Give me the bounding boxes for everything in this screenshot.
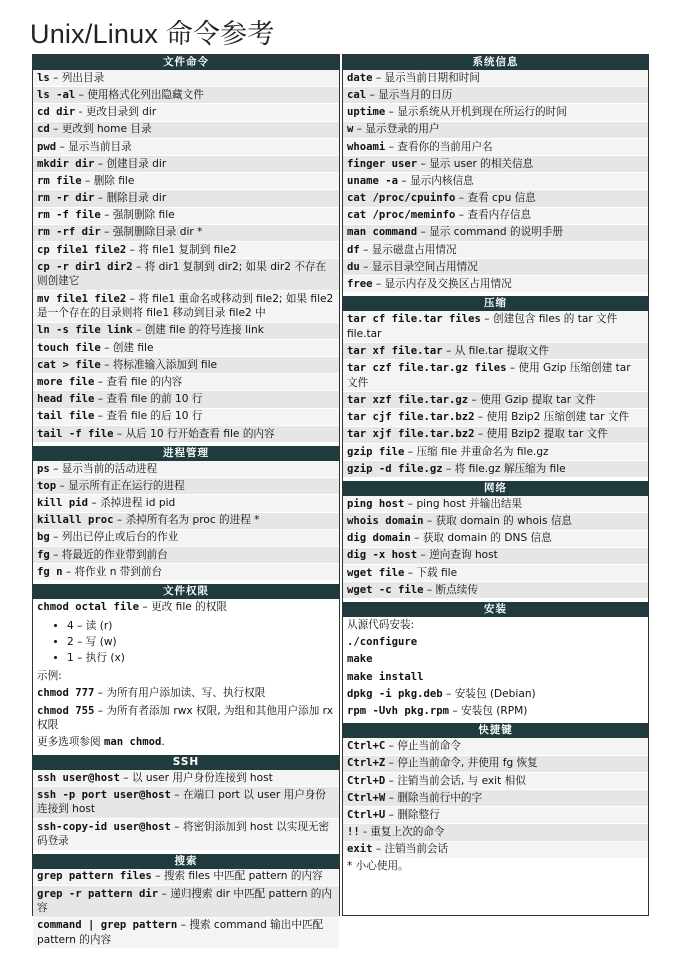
command-row [343, 242, 648, 259]
command-text: whoami [347, 140, 386, 153]
command-desc: - 重复上次的命令 [359, 826, 445, 839]
command-desc: – 删除当前行中的字 [385, 791, 483, 804]
command-text: dpkg -i pkg.deb [347, 687, 443, 700]
command-text: fg n [37, 565, 63, 578]
command-desc: – 更改 file 的权限 [139, 601, 227, 614]
command-text: df [347, 243, 360, 256]
command-row [343, 173, 648, 190]
command-text: command | grep pattern [37, 919, 178, 932]
command-desc: – 显示当前的活动进程 [49, 462, 158, 475]
command-row [343, 669, 648, 686]
command-row [33, 391, 339, 408]
more-suffix: . [161, 736, 165, 749]
command-text: ls -al [37, 88, 76, 101]
command-desc: – 删除 file [81, 174, 135, 187]
command-row [33, 547, 339, 564]
command-text: ssh-copy-id user@host [37, 820, 171, 833]
command-row [343, 842, 648, 859]
command-desc: – 将最近的作业带到前台 [49, 548, 168, 561]
command-desc: – 下载 file [404, 566, 458, 579]
command-row [33, 409, 339, 426]
section-header: 安装 [343, 602, 648, 617]
command-text: cat > file [37, 358, 101, 371]
command-text: make install [347, 670, 424, 683]
command-text: chmod 777 [37, 687, 95, 700]
command-desc: – 查看 file 的前 10 行 [94, 393, 203, 406]
command-row [33, 374, 339, 391]
permission-item: • 2 – 写 (w) [67, 634, 339, 650]
command-row [33, 291, 339, 323]
command-text: uname -a [347, 174, 399, 187]
command-desc: – 显示当月的日历 [366, 88, 453, 101]
command-desc: – 删除目录 dir [94, 192, 167, 205]
command-desc: – 强制删除 file [100, 209, 175, 222]
section-header: 进程管理 [33, 446, 339, 461]
command-text: man chmod [103, 736, 162, 749]
command-desc: – 将 file1 重命名或移动到 file2; 如果 file2 是一个存在的目录则将 file1 移动到目录 file2 中 [37, 292, 334, 320]
command-row [33, 70, 339, 87]
command-text: cp -r dir1 dir2 [37, 260, 133, 273]
command-desc: – 强制删除目录 dir * [100, 226, 203, 239]
command-desc: – 显示目录空间占用情况 [359, 260, 478, 273]
command-row [343, 104, 648, 121]
command-row [343, 565, 648, 582]
command-row [33, 340, 339, 357]
command-row [33, 259, 339, 291]
command-text: chmod 755 [37, 704, 95, 717]
command-text: Ctrl+C [347, 740, 386, 753]
command-text: ssh -p port user@host [37, 788, 171, 801]
command-text: tar czf file.tar.gz files [347, 362, 507, 375]
right-column [342, 54, 649, 916]
command-desc: – 查看 file 的内容 [94, 375, 183, 388]
command-desc: - 更改目录到 dir [75, 106, 157, 119]
command-desc: – 显示内核信息 [398, 174, 474, 187]
command-row [33, 886, 339, 918]
command-text: cat /proc/cpuinfo [347, 192, 456, 205]
command-desc: – 更改到 home 目录 [49, 123, 152, 136]
command-list [343, 311, 648, 478]
command-desc: – 显示所有正在运行的进程 [56, 479, 185, 492]
command-row [343, 87, 648, 104]
command-row [33, 819, 339, 851]
section-system-info [343, 55, 648, 293]
command-text: fg [37, 548, 50, 561]
command-row [33, 173, 339, 190]
command-row [343, 824, 648, 841]
permission-list [33, 618, 339, 666]
command-row [33, 225, 339, 242]
command-text: uptime [347, 106, 386, 119]
command-desc: – 使用格式化列出隐藏文件 [75, 88, 204, 101]
command-text: tar xf file.tar [347, 345, 443, 358]
command-row [343, 190, 648, 207]
command-row [33, 599, 339, 616]
command-desc: – 递归搜索 dir 中匹配 pattern 的内容 [37, 887, 332, 915]
command-list [343, 738, 648, 858]
command-desc: – 创建目录 dir [94, 157, 167, 170]
section-file-permissions [33, 584, 339, 752]
section-process-management [33, 446, 339, 581]
section-header: 文件命令 [33, 55, 339, 70]
command-row [343, 686, 648, 703]
command-desc: – 创建 file 的符号连接 link [132, 324, 264, 337]
command-desc: – 将密钥添加到 host 以实现无密码登录 [37, 820, 330, 848]
command-row [343, 652, 648, 669]
command-row [33, 564, 339, 581]
command-row [343, 582, 648, 599]
command-text: kill pid [37, 497, 89, 510]
command-text: more file [37, 375, 95, 388]
command-text: cp file1 file2 [37, 243, 127, 256]
command-row [343, 634, 648, 651]
command-text: ssh user@host [37, 771, 120, 784]
command-row [33, 703, 339, 735]
command-desc: – 显示当前目录 [56, 140, 132, 153]
command-desc: – 将 file.gz 解压缩为 file [442, 462, 566, 475]
command-row [343, 444, 648, 461]
command-desc: – 查看 file 的后 10 行 [94, 410, 203, 423]
command-list [33, 770, 339, 851]
command-row [33, 495, 339, 512]
command-text: tail -f file [37, 427, 114, 440]
section-header: 文件权限 [33, 584, 339, 599]
command-desc: – 为所有用户添加读、写、执行权限 [94, 687, 266, 700]
command-text: w [347, 123, 354, 136]
command-desc: – 显示 command 的说明手册 [417, 226, 563, 239]
section-network [343, 481, 648, 599]
command-text: pwd [37, 140, 57, 153]
command-text: rpm -Uvh pkg.rpm [347, 704, 450, 717]
command-desc: – 创建 file [100, 341, 154, 354]
command-row [343, 208, 648, 225]
command-row [343, 343, 648, 360]
command-row [33, 478, 339, 495]
command-desc: – 从 file.tar 提取文件 [442, 345, 549, 358]
command-desc: – 查看你的当前用户名 [385, 140, 493, 153]
more-prefix: 更多选项参阅 [37, 736, 104, 749]
permission-item: • 4 – 读 (r) [67, 618, 339, 634]
command-list [343, 70, 648, 293]
command-row [343, 409, 648, 426]
command-row [343, 122, 648, 139]
command-text: wget file [347, 566, 405, 579]
command-text: tar cjf file.tar.bz2 [347, 411, 475, 424]
command-desc: – 搜索 command 输出中匹配 pattern 的内容 [37, 919, 324, 946]
command-desc: – 将标准输入添加到 file [100, 358, 218, 371]
command-row [343, 225, 648, 242]
command-list [33, 461, 339, 581]
command-row [33, 122, 339, 139]
command-row [33, 530, 339, 547]
command-desc: – 显示 user 的相关信息 [417, 157, 534, 170]
command-text: cd dir [37, 106, 76, 119]
command-desc: – 断点续传 [423, 583, 478, 596]
command-row [343, 360, 648, 392]
page-title: Unix/Linux 命令参考 [30, 19, 275, 49]
section-compression [343, 296, 648, 478]
command-desc: – 使用 Bzip2 提取 tar 文件 [474, 428, 608, 441]
section-header: SSH [33, 755, 339, 770]
left-column [32, 54, 340, 946]
command-text: ln -s file link [37, 324, 133, 337]
command-row [343, 427, 648, 444]
command-text: Ctrl+W [347, 791, 386, 804]
command-row [33, 686, 339, 703]
command-row [33, 104, 339, 121]
command-text: dig domain [347, 532, 411, 545]
command-desc: – ping host 并输出结果 [404, 497, 523, 510]
command-text: tar xzf file.tar.gz [347, 393, 469, 406]
command-desc: – 使用 Gzip 压缩创建 tar 文件 [347, 362, 631, 389]
command-row [33, 513, 339, 530]
command-row [33, 426, 339, 443]
section-header: 系统信息 [343, 55, 648, 70]
command-row [343, 738, 648, 755]
section-ssh [33, 755, 339, 851]
command-text: rm file [37, 174, 82, 187]
command-row [33, 190, 339, 207]
command-text: mv file1 file2 [37, 292, 127, 305]
command-row [33, 787, 339, 819]
command-desc: – 列出已停止或后台的作业 [49, 531, 179, 544]
command-row [33, 869, 339, 886]
section-header: 网络 [343, 481, 648, 496]
command-text: chmod octal file [37, 601, 140, 614]
command-row [343, 311, 648, 343]
command-row [343, 513, 648, 530]
command-text: cal [347, 88, 367, 101]
command-desc: – 删除整行 [385, 808, 440, 821]
command-text: make [347, 653, 373, 666]
command-row [343, 156, 648, 173]
command-row [33, 208, 339, 225]
permission-item: • 1 – 执行 (x) [67, 650, 339, 666]
command-text: ps [37, 462, 50, 475]
command-text: man command [347, 226, 418, 239]
command-text: killall proc [37, 514, 114, 527]
command-text: rm -rf dir [37, 226, 101, 239]
command-desc: – 注销当前会话, 与 exit 相似 [385, 774, 526, 787]
command-text: ./configure [347, 636, 418, 649]
command-row [343, 276, 648, 293]
command-row [343, 756, 648, 773]
command-desc: – 压缩 file 并重命名为 file.gz [404, 445, 549, 458]
command-text: gzip -d file.gz [347, 462, 443, 475]
section-install [343, 602, 648, 720]
command-row [33, 323, 339, 340]
command-text: date [347, 71, 373, 84]
command-text: du [347, 260, 360, 273]
command-desc: – 将作业 n 带到前台 [62, 565, 163, 578]
command-text: !! [347, 826, 360, 839]
command-row [33, 139, 339, 156]
command-text: grep -r pattern dir [37, 887, 159, 900]
section-shortcuts [343, 723, 648, 876]
command-row [33, 156, 339, 173]
command-text: free [347, 278, 373, 291]
command-desc: – 显示登录的用户 [353, 123, 440, 136]
command-text: head file [37, 393, 95, 406]
section-header: 搜索 [33, 854, 339, 869]
command-text: bg [37, 531, 50, 544]
more-options [33, 735, 339, 752]
command-text: mkdir dir [37, 157, 95, 170]
command-desc: – 安装包 (Debian) [442, 687, 536, 700]
caution-note: * 小心使用。 [343, 859, 648, 876]
command-desc: – 杀掉进程 id pid [88, 497, 176, 510]
command-text: grep pattern files [37, 870, 152, 883]
command-text: tail file [37, 410, 95, 423]
command-text: touch file [37, 341, 101, 354]
command-desc: – 停止当前命令, 并使用 fg 恢复 [385, 757, 538, 770]
command-text: ping host [347, 497, 405, 510]
command-text: ls [37, 71, 50, 84]
command-text: Ctrl+D [347, 774, 386, 787]
command-row [33, 461, 339, 478]
command-desc: – 查看 cpu 信息 [455, 192, 536, 205]
command-list [343, 496, 648, 599]
command-desc: – 从后 10 行开始查看 file 的内容 [113, 427, 275, 440]
command-desc: – 注销当前会话 [372, 843, 449, 856]
command-text: tar xjf file.tar.bz2 [347, 428, 475, 441]
command-text: finger user [347, 157, 418, 170]
command-row [343, 548, 648, 565]
command-desc: – 获取 domain 的 whois 信息 [423, 515, 573, 528]
command-text: gzip file [347, 445, 405, 458]
command-row [33, 770, 339, 787]
command-list [343, 617, 648, 720]
command-row [33, 242, 339, 259]
command-row [343, 259, 648, 276]
section-search [33, 854, 339, 950]
command-row [33, 357, 339, 374]
command-desc: – 将 file1 复制到 file2 [126, 243, 237, 256]
command-row [343, 70, 648, 87]
command-desc: – 显示磁盘占用情况 [359, 243, 457, 256]
command-row [33, 87, 339, 104]
command-desc: – 停止当前命令 [385, 740, 461, 753]
command-text: exit [347, 843, 373, 856]
example-label: 示例: [33, 668, 339, 685]
command-row [343, 139, 648, 156]
command-desc: – 使用 Gzip 提取 tar 文件 [468, 393, 596, 406]
command-list [33, 869, 339, 950]
command-row [343, 617, 648, 634]
command-list [33, 70, 339, 443]
command-desc: – 安装包 (RPM) [449, 704, 528, 717]
section-file-commands [33, 55, 339, 443]
command-text: tar cf file.tar files [347, 313, 481, 326]
command-row [33, 918, 339, 950]
command-text: dig -x host [347, 549, 418, 562]
command-text: top [37, 479, 57, 492]
section-header: 快捷键 [343, 723, 648, 738]
command-desc: – 查看内存信息 [455, 209, 532, 222]
command-row [343, 496, 648, 513]
command-desc: – 将 dir1 复制到 dir2; 如果 dir2 不存在则创建它 [37, 260, 327, 288]
command-desc: – 列出目录 [49, 71, 105, 84]
command-text: whois domain [347, 515, 424, 528]
command-text: cat /proc/meminfo [347, 209, 456, 222]
command-desc: – 在端口 port 以 user 用户身份连接到 host [37, 788, 327, 816]
command-row [343, 461, 648, 478]
command-desc: – 为所有者添加 rwx 权限, 为组和其他用户添加 rx 权限 [37, 704, 333, 732]
command-text: rm -f file [37, 209, 101, 222]
command-row [343, 703, 648, 720]
command-desc: – 以 user 用户身份连接到 host [119, 771, 273, 784]
command-row [343, 807, 648, 824]
command-desc: – 显示当前日期和时间 [372, 71, 480, 84]
command-desc: – 使用 Bzip2 压缩创建 tar 文件 [474, 411, 630, 424]
command-desc: – 显示内存及交换区占用情况 [372, 278, 512, 291]
command-row [343, 773, 648, 790]
command-row [343, 531, 648, 548]
command-desc: – 创建包含 files 的 tar 文件 file.tar [347, 313, 618, 340]
command-desc: – 获取 domain 的 DNS 信息 [410, 532, 552, 545]
command-desc: – 显示系统从开机到现在所运行的时间 [385, 106, 567, 119]
command-desc: – 搜索 files 中匹配 pattern 的内容 [151, 870, 323, 883]
section-header: 压缩 [343, 296, 648, 311]
command-text: Ctrl+U [347, 808, 386, 821]
command-desc: – 杀掉所有名为 proc 的进程 * [113, 514, 260, 527]
command-row [343, 392, 648, 409]
command-text: wget -c file [347, 583, 424, 596]
command-text: Ctrl+Z [347, 757, 386, 770]
command-text: rm -r dir [37, 192, 95, 205]
command-desc: – 逆向查询 host [417, 549, 498, 562]
command-text: cd [37, 123, 50, 136]
command-row [343, 790, 648, 807]
command-desc: 从源代码安装: [347, 619, 415, 632]
